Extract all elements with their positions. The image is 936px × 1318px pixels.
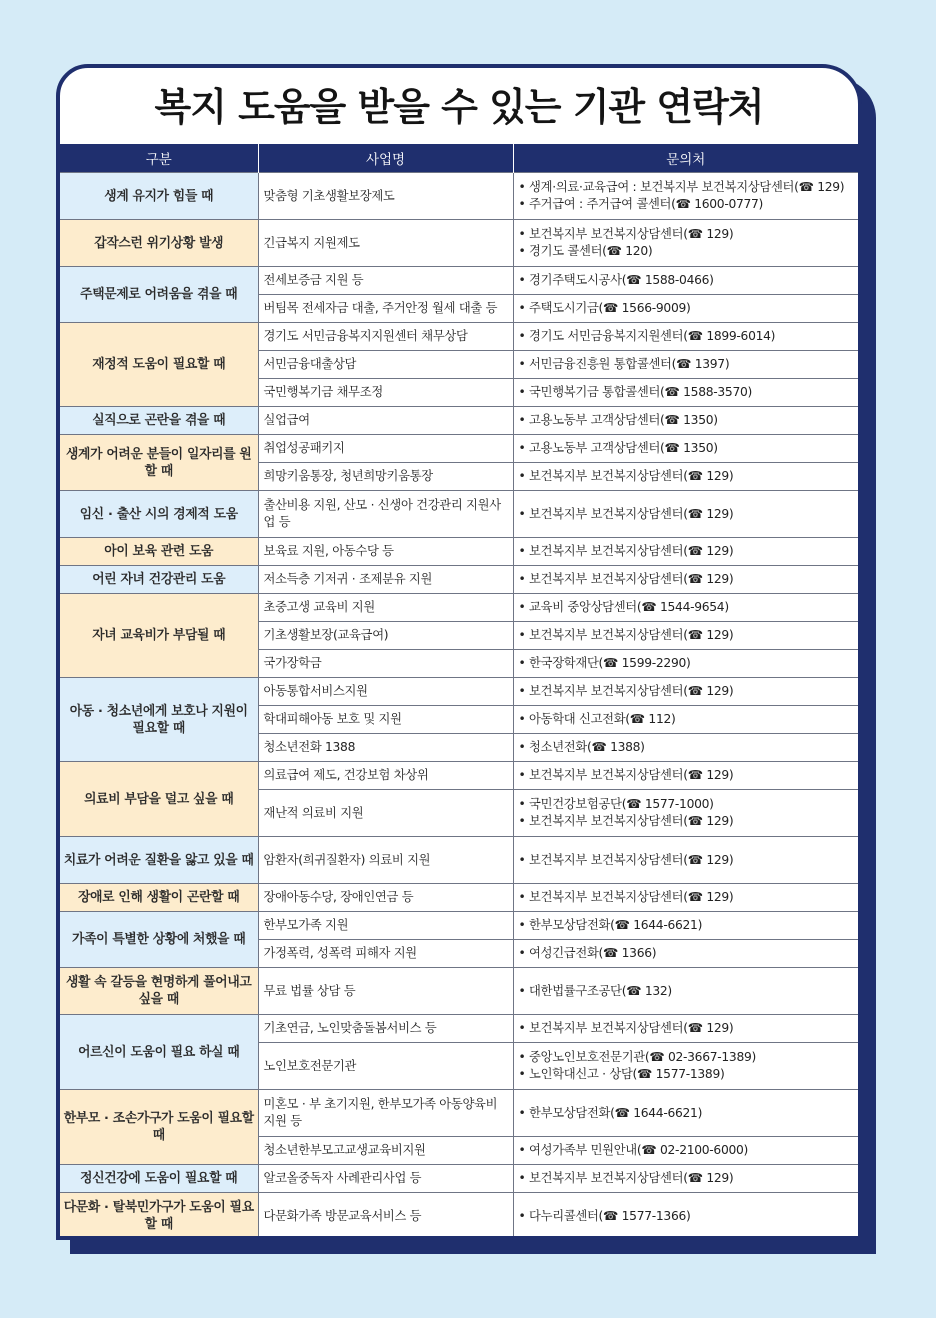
program-cell: 국민행복기금 채무조정 [258,379,513,407]
table-row [60,323,858,351]
program-cell: 청소년전화 1388 [258,734,513,762]
contact-cell [513,837,858,884]
contact-line: • 주택도시기금(☎ 1566-9009) [518,301,691,315]
program-cell: 미혼모 · 부 초기지원, 한부모가족 아동양육비 지원 등 [258,1090,513,1137]
contact-cell [513,1043,858,1090]
contact-cell [513,407,858,435]
category-cell: 가족이 특별한 상황에 처했을 때 [60,912,258,968]
contact-line: • 보건복지부 보건복지상담센터(☎ 129) [518,814,734,828]
contact-line: • 대한법률구조공단(☎ 132) [518,983,672,998]
contact-cell [513,1015,858,1043]
program-cell: 저소득층 기저귀 · 조제분유 지원 [258,566,513,594]
contact-line: • 한부모상담전화(☎ 1644-6621) [518,1105,703,1120]
contact-cell [513,295,858,323]
contact-line: • 보건복지부 보건복지상담센터(☎ 129) [518,572,734,586]
contact-line: • 중앙노인보호전문기관(☎ 02-3667-1389) [518,1050,756,1064]
category-cell: 어린 자녀 건강관리 도움 [60,566,258,594]
contact-line: • 국민건강보험공단(☎ 1577-1000) [518,797,714,811]
contact-line: • 여성긴급전화(☎ 1366) [518,946,657,960]
table-row [60,594,858,622]
contact-cell [513,1090,858,1137]
table-row [60,837,858,884]
table-row [60,566,858,594]
contact-line: • 보건복지부 보건복지상담센터(☎ 129) [518,852,734,867]
contact-line: • 보건복지부 보건복지상담센터(☎ 129) [518,628,734,642]
contact-line: • 보건복지부 보건복지상담센터(☎ 129) [518,1171,734,1185]
table-row [60,173,858,220]
contact-line: • 경기도 서민금융복지지원센터(☎ 1899-6014) [518,329,776,343]
category-cell: 자녀 교육비가 부담될 때 [60,594,258,678]
program-cell: 한부모가족 지원 [258,912,513,940]
category-cell: 아동 · 청소년에게 보호나 지원이 필요할 때 [60,678,258,762]
table-row [60,762,858,790]
table-row [60,538,858,566]
category-cell: 다문화 · 탈북민가구가 도움이 필요할 때 [60,1193,258,1240]
category-cell: 치료가 어려운 질환을 앓고 있을 때 [60,837,258,884]
category-cell: 생활 속 갈등을 현명하게 풀어내고 싶을 때 [60,968,258,1015]
category-cell: 아이 보육 관련 도움 [60,538,258,566]
table-row [60,491,858,538]
contact-cell [513,173,858,220]
contact-line: • 고용노동부 고객상담센터(☎ 1350) [518,413,718,427]
category-cell: 재정적 도움이 필요할 때 [60,323,258,407]
program-cell: 가정폭력, 성폭력 피해자 지원 [258,940,513,968]
contact-cell [513,351,858,379]
contact-line: • 경기도 콜센터(☎ 120) [518,244,653,258]
contact-line: • 노인학대신고 · 상담(☎ 1577-1389) [518,1067,725,1081]
program-cell: 희망키움통장, 청년희망키움통장 [258,463,513,491]
contact-cell [513,912,858,940]
contact-line: • 청소년전화(☎ 1388) [518,740,645,754]
table-row [60,267,858,295]
program-cell: 재난적 의료비 지원 [258,790,513,837]
contact-cell [513,884,858,912]
contact-card [56,64,862,1240]
contact-cell [513,1165,858,1193]
program-cell: 경기도 서민금융복지지원센터 채무상담 [258,323,513,351]
program-cell: 의료급여 제도, 건강보험 차상위 [258,762,513,790]
contact-line: • 고용노동부 고객상담센터(☎ 1350) [518,441,718,455]
category-cell: 장애로 인해 생활이 곤란할 때 [60,884,258,912]
table-row [60,1090,858,1137]
table-row [60,1165,858,1193]
contact-cell [513,220,858,267]
contact-line: • 보건복지부 보건복지상담센터(☎ 129) [518,506,734,521]
contact-line: • 다누리콜센터(☎ 1577-1366) [518,1208,691,1223]
contact-cell [513,650,858,678]
contact-cell [513,435,858,463]
column-header-contact: 문의처 [513,144,858,173]
contact-line: • 여성가족부 민원안내(☎ 02-2100-6000) [518,1143,749,1157]
contact-line: • 보건복지부 보건복지상담센터(☎ 129) [518,768,734,782]
table-row [60,407,858,435]
category-cell: 어르신이 도움이 필요 하실 때 [60,1015,258,1090]
program-cell: 출산비용 지원, 산모 · 신생아 건강관리 지원사업 등 [258,491,513,538]
contact-table [60,144,858,1240]
program-cell: 맞춤형 기초생활보장제도 [258,173,513,220]
contact-cell [513,622,858,650]
category-cell: 생계 유지가 힘들 때 [60,173,258,220]
table-row [60,968,858,1015]
contact-line: • 한부모상담전화(☎ 1644-6621) [518,918,703,932]
contact-cell [513,379,858,407]
table-row [60,678,858,706]
contact-cell [513,267,858,295]
contact-line: • 보건복지부 보건복지상담센터(☎ 129) [518,890,734,904]
contact-line: • 교육비 중앙상담센터(☎ 1544-9654) [518,600,729,614]
program-cell: 장애아동수당, 장애인연금 등 [258,884,513,912]
program-cell: 다문화가족 방문교육서비스 등 [258,1193,513,1240]
table-row [60,220,858,267]
contact-line: • 보건복지부 보건복지상담센터(☎ 129) [518,684,734,698]
program-cell: 서민금융대출상담 [258,351,513,379]
contact-line: • 보건복지부 보건복지상담센터(☎ 129) [518,1021,734,1035]
contact-cell [513,1193,858,1240]
program-cell: 기초연금, 노인맞춤돌봄서비스 등 [258,1015,513,1043]
category-cell: 실직으로 곤란을 겪을 때 [60,407,258,435]
program-cell: 암환자(희귀질환자) 의료비 지원 [258,837,513,884]
column-header-program: 사업명 [258,144,513,173]
contact-line: • 보건복지부 보건복지상담센터(☎ 129) [518,469,734,483]
contact-cell [513,790,858,837]
category-cell: 갑작스런 위기상황 발생 [60,220,258,267]
program-cell: 전세보증금 지원 등 [258,267,513,295]
program-cell: 국가장학금 [258,650,513,678]
page-title: 복지 도움을 받을 수 있는 기관 연락처 [154,85,764,129]
contact-cell [513,706,858,734]
table-row [60,435,858,463]
contact-cell [513,566,858,594]
program-cell: 무료 법률 상담 등 [258,968,513,1015]
table-row [60,884,858,912]
contact-line: • 아동학대 신고전화(☎ 112) [518,712,676,726]
program-cell: 기초생활보장(교육급여) [258,622,513,650]
program-cell: 보육료 지원, 아동수당 등 [258,538,513,566]
contact-cell [513,968,858,1015]
category-cell: 정신건강에 도움이 필요할 때 [60,1165,258,1193]
contact-cell [513,491,858,538]
contact-line: • 국민행복기금 통합콜센터(☎ 1588-3570) [518,385,752,399]
contact-cell [513,463,858,491]
category-cell: 주택문제로 어려움을 겪을 때 [60,267,258,323]
contact-cell [513,734,858,762]
category-cell: 의료비 부담을 덜고 싶을 때 [60,762,258,837]
contact-line: • 보건복지부 보건복지상담센터(☎ 129) [518,227,734,241]
contact-cell [513,762,858,790]
program-cell: 긴급복지 지원제도 [258,220,513,267]
contact-line: • 주거급여 : 주거급여 콜센터(☎ 1600-0777) [518,197,764,211]
program-cell: 초중고생 교육비 지원 [258,594,513,622]
program-cell: 학대피해아동 보호 및 지원 [258,706,513,734]
table-body [60,173,858,1240]
contact-line: • 보건복지부 보건복지상담센터(☎ 129) [518,544,734,558]
program-cell: 취업성공패키지 [258,435,513,463]
program-cell: 버팀목 전세자금 대출, 주거안정 월세 대출 등 [258,295,513,323]
category-cell: 생계가 어려운 분들이 일자리를 원할 때 [60,435,258,491]
contact-cell [513,678,858,706]
contact-line: • 생계·의료·교육급여 : 보건복지부 보건복지상담센터(☎ 129) [518,180,845,194]
contact-cell [513,323,858,351]
contact-cell [513,538,858,566]
table-row [60,1193,858,1240]
program-cell: 아동통합서비스지원 [258,678,513,706]
contact-line: • 경기주택도시공사(☎ 1588-0466) [518,273,714,287]
category-cell: 한부모 · 조손가구가 도움이 필요할 때 [60,1090,258,1165]
table-header [60,144,858,173]
table-row [60,912,858,940]
program-cell: 실업급여 [258,407,513,435]
contact-cell [513,940,858,968]
program-cell: 청소년한부모고교생교육비지원 [258,1137,513,1165]
column-header-category: 구분 [60,144,258,173]
program-cell: 알코올중독자 사례관리사업 등 [258,1165,513,1193]
contact-line: • 서민금융진흥원 통합콜센터(☎ 1397) [518,357,730,371]
table-row [60,1015,858,1043]
program-cell: 노인보호전문기관 [258,1043,513,1090]
contact-line: • 한국장학재단(☎ 1599-2290) [518,656,691,670]
contact-cell [513,594,858,622]
contact-cell [513,1137,858,1165]
category-cell: 임신 · 출산 시의 경제적 도움 [60,491,258,538]
